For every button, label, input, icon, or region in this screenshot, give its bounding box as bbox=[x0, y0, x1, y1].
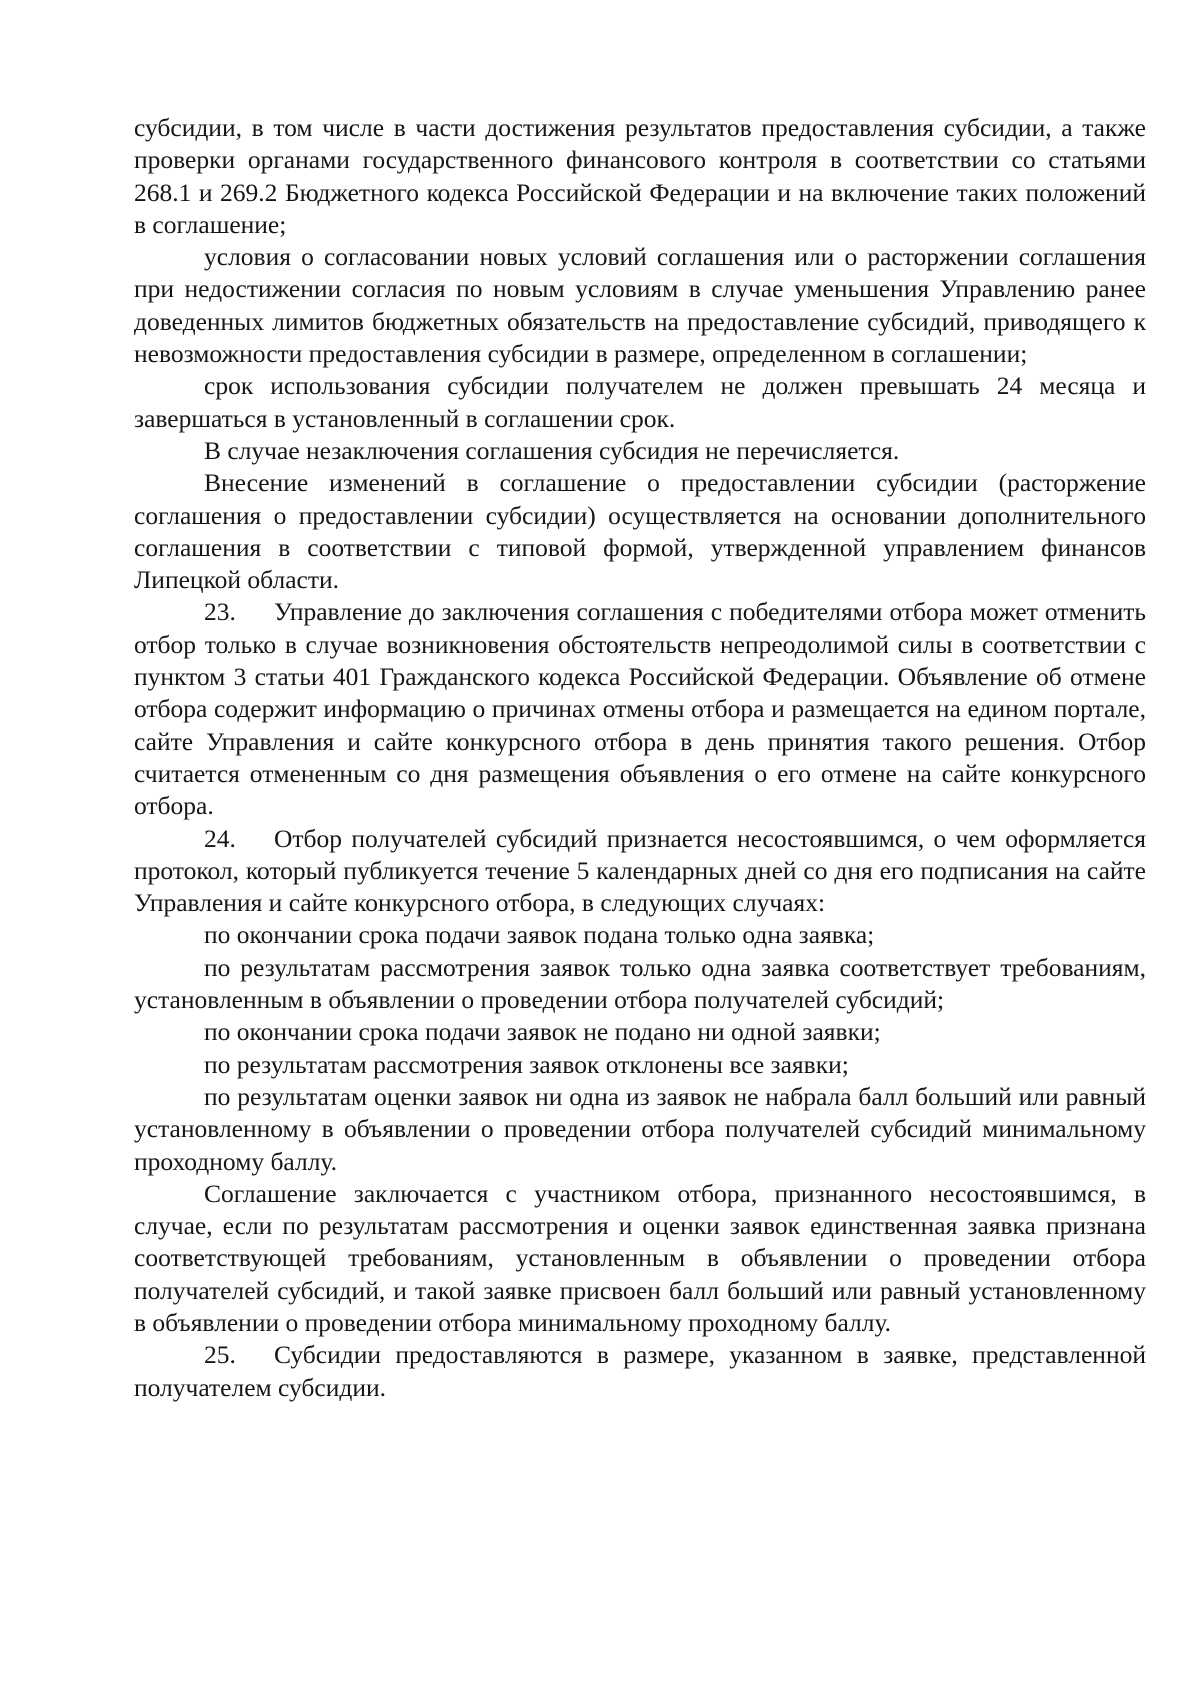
paragraph-text: по результатам рассмотрения заявок отклонены все заявки; bbox=[204, 1049, 849, 1079]
paragraph-text: В случае незаключения соглашения субсидия не перечисляется. bbox=[204, 435, 900, 465]
paragraph-text: Отбор получателей субсидий признается несостоявшимся, о чем оформляется протокол, который публикуется течение 5 календарных дней со дня его подписания на сайте Управления и сайте конкурсного отбора, в следующих случаях: bbox=[134, 823, 1146, 918]
paragraph bbox=[134, 467, 1146, 596]
paragraph-text: по окончании срока подачи заявок подана только одна заявка; bbox=[204, 920, 875, 950]
paragraph bbox=[134, 435, 1146, 467]
paragraph-text: Внесение изменений в соглашение о предоставлении субсидии (расторжение соглашения о предоставлении субсидии) осуществляется на основании дополнительного соглашения в соответствии с типовой формой, утвержденной управлением финансов Липецкой области. bbox=[134, 468, 1146, 595]
paragraph-text: Управление до заключения соглашения с победителями отбора может отменить отбор только в случае возникновения обстоятельств непреодолимой силы в соответствии с пунктом 3 статьи 401 Гражданского кодекса Российской Федерации. Объявление об отмене отбора содержит информацию о причинах отмены отбора и размещается на едином портале, сайте Управления и сайте конкурсного отбора в день принятия такого решения. Отбор считается отмененным со дня размещения объявления о его отмене на сайте конкурсного отбора. bbox=[134, 597, 1146, 821]
paragraph-text: Субсидии предоставляются в размере, указанном в заявке, представленной получателем субсидии. bbox=[134, 1340, 1146, 1402]
paragraph-text: по окончании срока подачи заявок не подано ни одной заявки; bbox=[204, 1017, 881, 1047]
paragraph bbox=[134, 1049, 1146, 1081]
paragraph bbox=[134, 919, 1146, 951]
numbered-paragraph bbox=[134, 596, 1146, 822]
numbered-paragraph bbox=[134, 823, 1146, 920]
paragraph bbox=[134, 952, 1146, 1017]
paragraph-number: 25. bbox=[204, 1340, 236, 1370]
paragraph-text: Соглашение заключается с участником отбора, признанного несостоявшимся, в случае, если по результатам рассмотрения и оценки заявок единственная заявка признана соответствующей требованиям, установленным в объявлении о проведении отбора получателей субсидий, и такой заявке присвоен балл больший или равный установленному в объявлении о проведении отбора минимальному проходному баллу. bbox=[134, 1178, 1146, 1337]
paragraph bbox=[134, 1016, 1146, 1048]
paragraph bbox=[134, 112, 1146, 241]
paragraph bbox=[134, 1081, 1146, 1178]
paragraph bbox=[134, 241, 1146, 370]
paragraph-number: 24. bbox=[204, 823, 236, 853]
paragraph bbox=[134, 1178, 1146, 1339]
document-page bbox=[134, 112, 1146, 1404]
paragraph-text: условия о согласовании новых условий соглашения или о расторжении соглашения при недостижении согласия по новым условиям в случае уменьшения Управлению ранее доведенных лимитов бюджетных обязательств на предоставление субсидий, приводящего к невозможности предоставления субсидии в размере, определенном в соглашении; bbox=[134, 242, 1146, 369]
paragraph-text: срок использования субсидии получателем не должен превышать 24 месяца и завершаться в установленный в соглашении срок. bbox=[134, 371, 1146, 433]
paragraph-text: по результатам рассмотрения заявок только одна заявка соответствует требованиям, установленным в объявлении о проведении отбора получателей субсидий; bbox=[134, 952, 1146, 1015]
numbered-paragraph bbox=[134, 1339, 1146, 1404]
paragraph-text: по результатам оценки заявок ни одна из заявок не набрала балл больший или равный установленному в объявлении о проведении отбора получателей субсидий минимальному проходному баллу. bbox=[134, 1081, 1146, 1176]
paragraph bbox=[134, 370, 1146, 435]
paragraph-text: субсидии, в том числе в части достижения результатов предоставления субсидии, а также проверки органами государственного финансового контроля в соответствии со статьями 268.1 и 269.2 Бюджетного кодекса Российской Федерации и на включение таких положений в соглашение; bbox=[134, 113, 1146, 239]
paragraph-number: 23. bbox=[204, 597, 236, 627]
